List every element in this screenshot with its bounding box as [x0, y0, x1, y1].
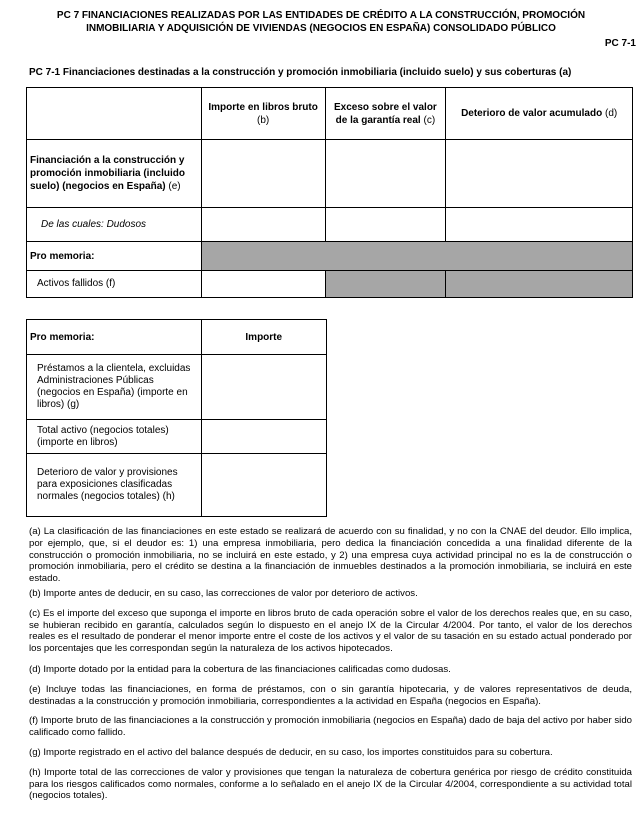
row-written-off-label: Activos fallidos (f) — [27, 271, 202, 298]
row-total-assets-label — [27, 420, 202, 454]
row-impairment-line2: para exposiciones clasificadas — [37, 479, 173, 490]
row-financing-line1: Financiación a la construcción y — [30, 155, 185, 166]
cell-financing-b[interactable] — [201, 140, 325, 208]
row-impairment-line3: normales (negocios totales) (h) — [37, 491, 175, 502]
footnote-f: (f) Importe bruto de las financiaciones a la construcción y promoción inmobiliaria (negocios en España) dado de baja del activo por haber sido calificado como fallido. — [29, 715, 632, 739]
header-col-c-line1: Exceso sobre el valor — [333, 101, 437, 113]
footnote-e: (e) Incluye todas las financiaciones, en forma de préstamos, con o sin garantía hipotecaria, y de valores representativos de deuda, destinadas a la construcción y promoción inmobiliaria, correspondientes a la actividad en España (negocios en España). — [29, 683, 632, 707]
memo-shaded-cell — [201, 242, 632, 271]
header-col-b-label: Importe en libros bruto — [208, 101, 318, 113]
row-total-assets-line2: (importe en libros) — [37, 436, 118, 448]
row-loans-label — [27, 355, 202, 420]
cell-loans-amount[interactable] — [201, 355, 327, 420]
footnote-d: (d) Importe dotado por la entidad para la cobertura de las financiaciones calificadas como dudosas. — [29, 663, 451, 675]
cell-financing-c[interactable] — [325, 140, 446, 208]
header-col-d-label: Deterioro de valor acumulado — [461, 108, 603, 119]
row-loans-line4: libros) (g) — [37, 399, 80, 410]
header-col-d-ref: (d) — [605, 108, 618, 119]
document-title — [30, 9, 612, 35]
row-financing-ref: (e) — [168, 181, 181, 192]
cell-impairment-amount[interactable] — [201, 454, 327, 517]
cell-written-off-b[interactable] — [201, 271, 325, 298]
header-col-c — [325, 88, 446, 140]
cell-doubtful-b[interactable] — [201, 208, 325, 242]
memo-header-label: Pro memoria: — [27, 320, 202, 355]
row-financing-line2: promoción inmobiliaria (incluido — [30, 168, 186, 179]
row-loans-line1: Préstamos a la clientela, excluidas — [37, 363, 191, 374]
memo-header-amount: Importe — [201, 320, 327, 355]
row-financing-line3: suelo) (negocios en España) — [30, 181, 166, 192]
row-doubtful-label: De las cuales: Dudosos — [27, 208, 202, 242]
cell-written-off-d-shaded — [446, 271, 633, 298]
row-impairment-line1: Deterioro de valor y provisiones — [37, 467, 178, 478]
form-code: PC 7-1 — [604, 38, 636, 49]
footnote-a: (a) La clasificación de las financiaciones en este estado se realizará de acuerdo con su finalidad, y no con la CNAE del deudor. Ello implica, por ejemplo, que, si el deudor es: 1) una empresa inmobiliaria, pero dedica la financiación concedida a una finalidad diferente de la construcción o promoción inmobiliaria, no se incluirá en este estado, y 2) una empresa cuya actividad principal no es la de construcción o promoción inmobiliaria, pero el crédito se destina a la financiación de inmuebles destinados a la promoción inmobiliaria, se incluirá en este estado. — [29, 526, 632, 585]
memo-table — [26, 319, 327, 517]
footnote-b: (b) Importe antes de deducir, en su caso, las correcciones de valor por deterioro de activos. — [29, 587, 418, 599]
header-col-c-line2: de la garantía real — [335, 114, 421, 126]
footnotes — [29, 526, 632, 802]
row-total-assets-line1: Total activo (negocios totales) — [37, 424, 169, 436]
header-empty-cell — [27, 88, 202, 140]
financing-table — [26, 87, 633, 298]
cell-doubtful-c[interactable] — [325, 208, 446, 242]
title-line-1: PC 7 FINANCIACIONES REALIZADAS POR LAS ENTIDADES DE CRÉDITO A LA CONSTRUCCIÓN, PROMOCIÓN — [56, 10, 586, 21]
cell-doubtful-d[interactable] — [446, 208, 633, 242]
title-line-2: INMOBILIARIA Y ADQUISICIÓN DE VIVIENDAS (NEGOCIOS EN ESPAÑA) CONSOLIDADO PÚBLICO — [86, 23, 556, 34]
cell-financing-d[interactable] — [446, 140, 633, 208]
footnote-c: (c) Es el importe del exceso que suponga el importe en libros bruto de cada operación sobre el valor de los derechos reales que, en su caso, se hubieran recibido en garantía, calculados según lo dispuesto en el anejo IX de la Circular 4/2004. Por tanto, el valor de los derechos reales es el resultado de ponderar el menor importe entre el coste de los activos y el valor de su tasación en su estado actual ponderado por los porcentajes que les correspondan según la naturaleza de los activos hipotecados. — [29, 607, 632, 655]
cell-written-off-c-shaded — [325, 271, 446, 298]
footnote-g: (g) Importe registrado en el activo del balance después de deducir, en su caso, los importes constituidos para su cobertura. — [29, 746, 553, 758]
cell-total-assets-amount[interactable] — [201, 420, 327, 454]
header-col-b — [201, 88, 325, 140]
section-subtitle: PC 7-1 Financiaciones destinadas a la construcción y promoción inmobiliaria (incluido suelo) y sus coberturas (a) — [29, 67, 572, 78]
row-memo-label: Pro memoria: — [27, 242, 202, 271]
row-loans-line3: (negocios en España) (importe en — [37, 387, 188, 398]
header-col-d — [446, 88, 633, 140]
footnote-h: (h) Importe total de las correcciones de valor y provisiones que tengan la naturaleza de cobertura genérica por riesgo de crédito constituida para los riesgos calificados como normales, conforme a lo señalado en el anejo IX de la Circular 4/2004, correspondiente a su actividad total (negocios totales). — [29, 766, 632, 802]
header-col-b-ref: (b) — [257, 114, 270, 126]
header-col-c-ref: (c) — [423, 114, 436, 126]
row-loans-line2: Administraciones Públicas — [37, 375, 154, 386]
row-impairment-label — [27, 454, 202, 517]
row-financing-label — [27, 140, 202, 208]
